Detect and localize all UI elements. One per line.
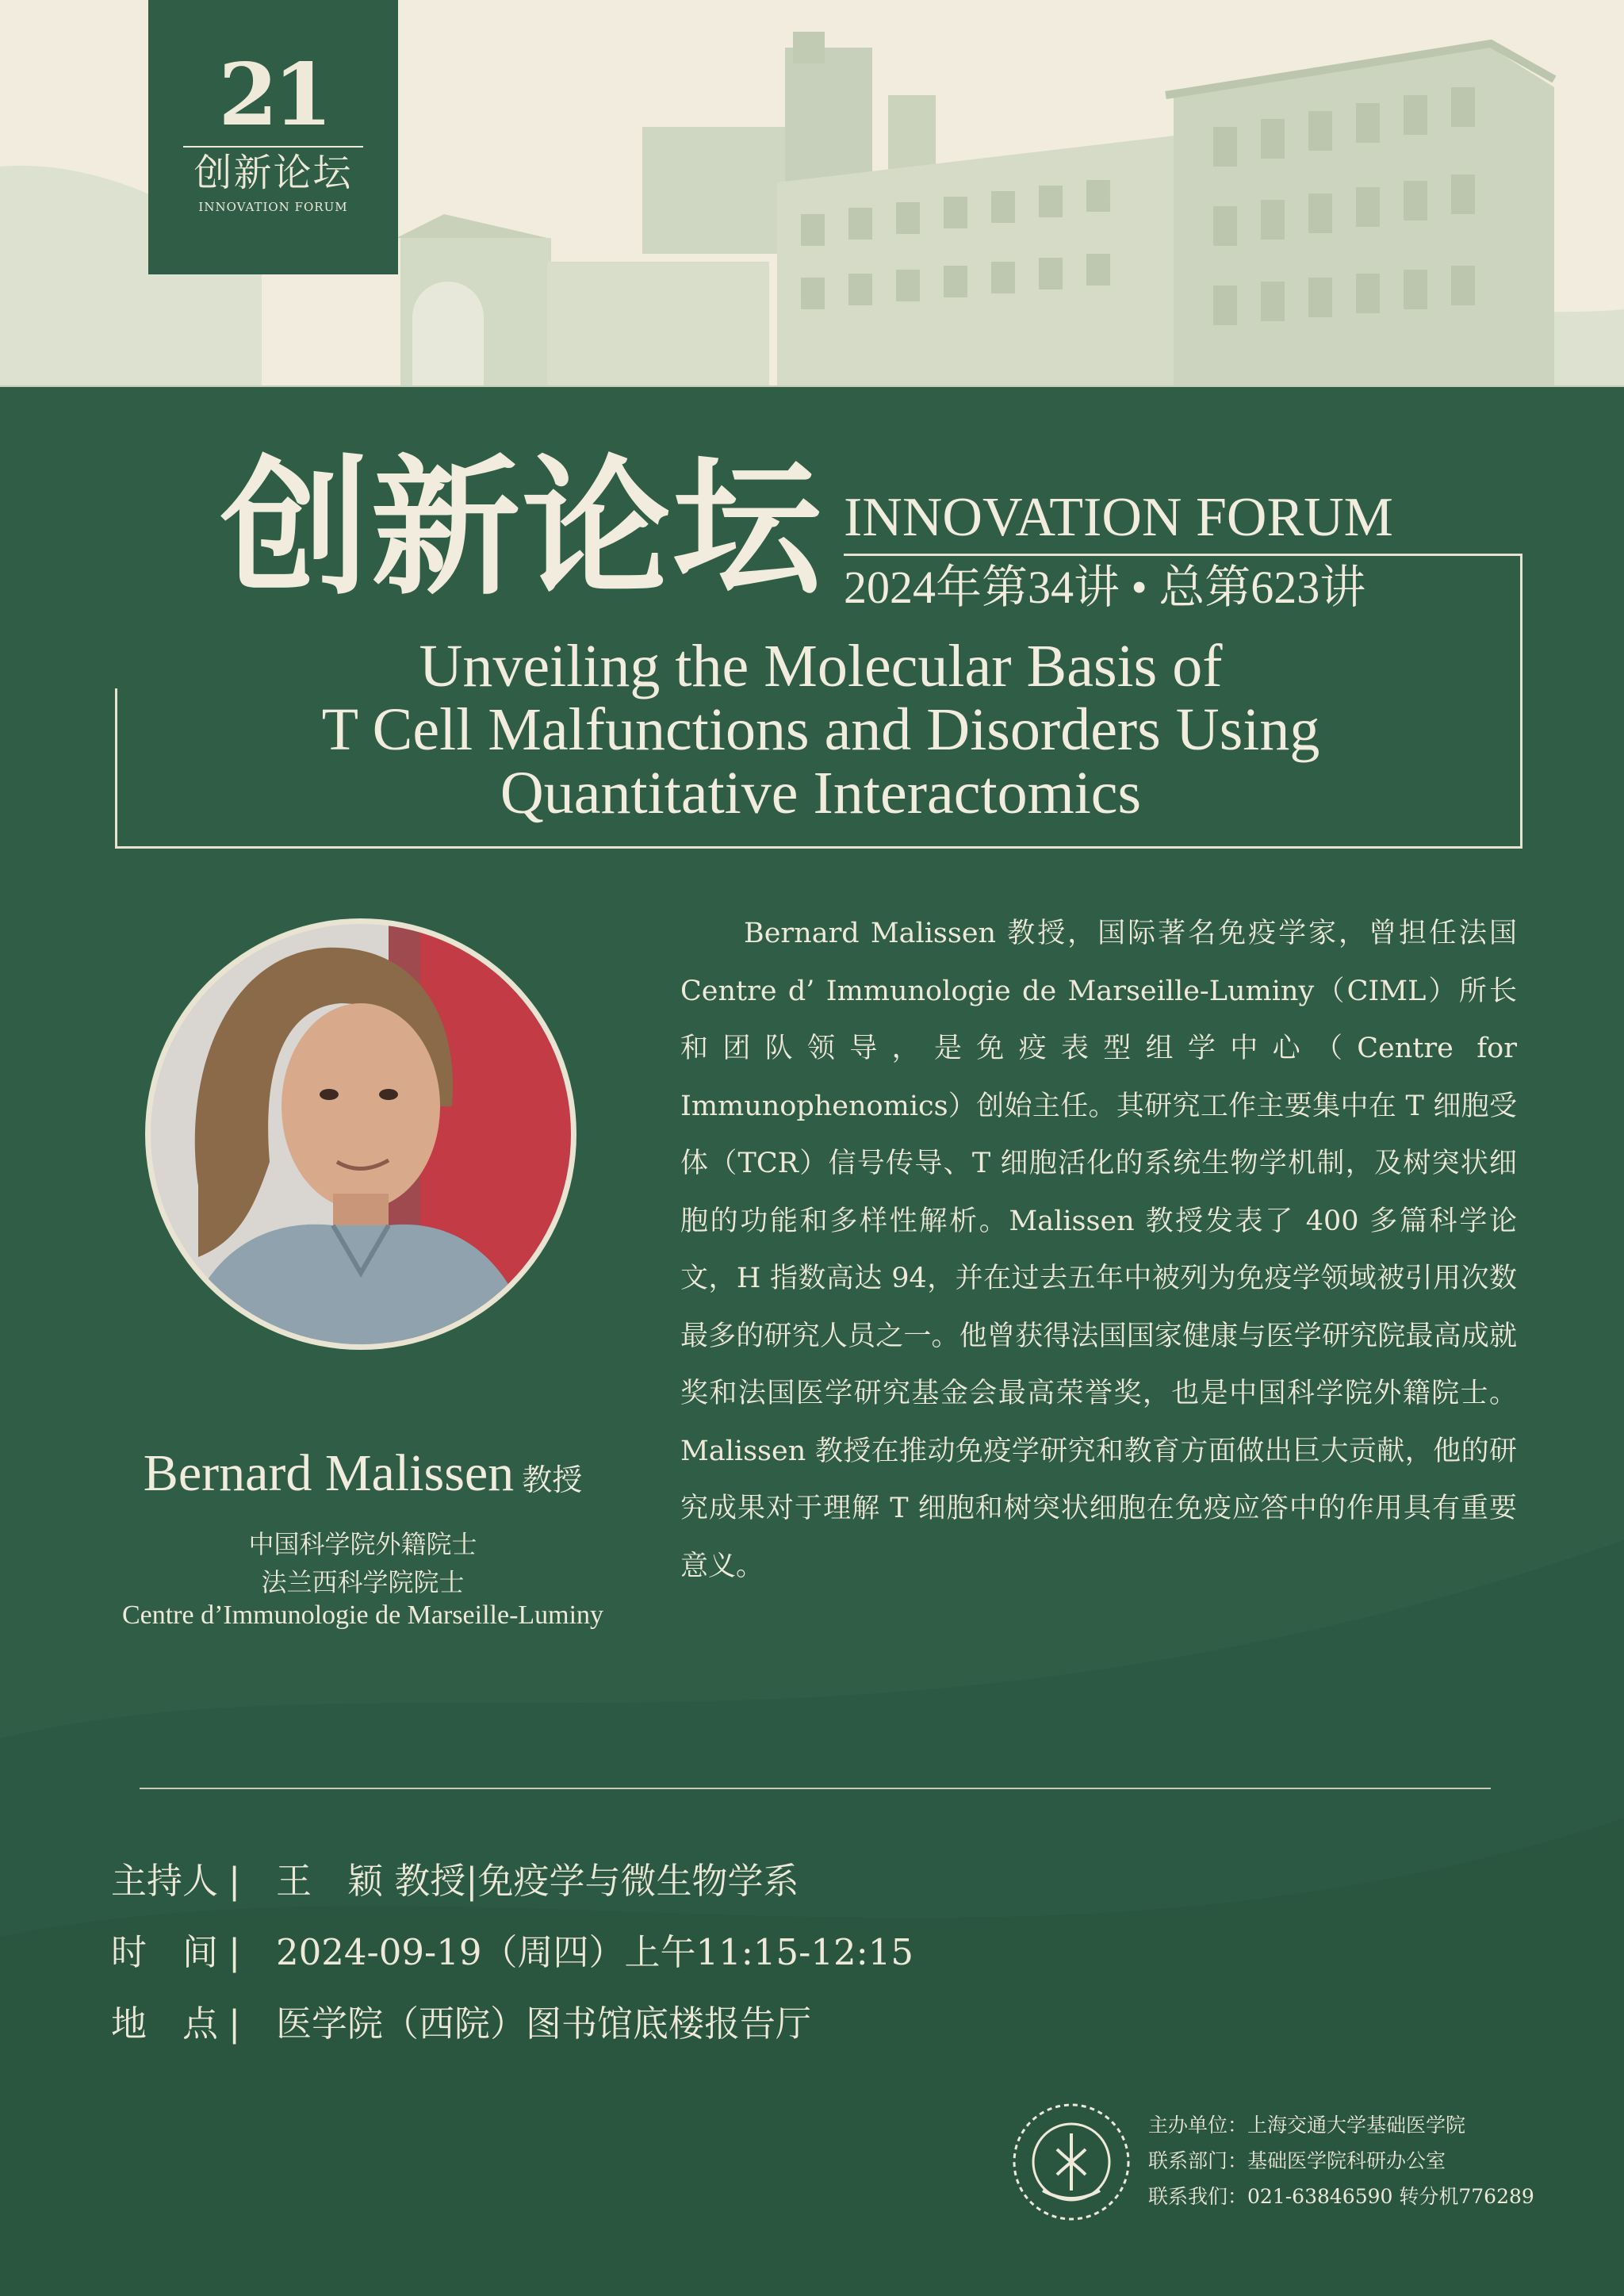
forum-cn-title: 创新论坛 — [220, 440, 823, 615]
info-value: 医学院（西院）图书馆底楼报告厅 — [276, 2003, 812, 2045]
info-label: 地 点 — [111, 2003, 219, 2045]
speaker-photo — [145, 918, 576, 1350]
speaker-affiliation: 法兰西科学院院士 — [261, 1567, 465, 1597]
organizer-host: 主办单位：上海交通大学基础医学院 — [1148, 2114, 1466, 2137]
logo-rule — [183, 146, 363, 148]
info-separator: | — [228, 1931, 241, 1973]
lecture-series-number: 2024年第34讲 • 总第623讲 — [844, 562, 1366, 613]
forum-logo — [148, 0, 398, 274]
logo-number: 21 — [218, 45, 328, 145]
speaker-title: 教授 — [522, 1462, 583, 1497]
info-row-host — [111, 1852, 799, 1903]
title-frame-gap — [115, 554, 117, 688]
speaker-name: Bernard Malissen — [143, 1444, 515, 1502]
info-value: 2024-09-19（周四）上午11:15-12:15 — [276, 1931, 914, 1973]
section-divider — [140, 1788, 1491, 1789]
logo-en-text: INNOVATION FORUM — [198, 200, 348, 214]
organizer-phone: 联系我们：021-63846590 转分机776289 — [1148, 2185, 1534, 2208]
info-row-location — [111, 1995, 811, 2046]
info-value: 王 颖 教授|免疫学与微生物学系 — [276, 1860, 799, 1902]
speaker-biography: Bernard Malissen 教授，国际著名免疫学家，曾担任法国 Centre d’ Immunologie de Marseille-Luminy（CIML）所长和团队领导，是免疫表型组学中心（Centre for Immunophenomics）创始主任。其研究工作主要集中在 T 细胞受体（TCR）信号传导、T 细胞活化的系统生物学机制，及树突状细胞的功能和多样性解析。Malissen 教授发表了 400 多篇科学论文，H 指数高达 94，并在过去五年中被列为免疫学领域被引用次数最多的研究人员之一。他曾获得法国国家健康与医学研究院最高成就奖和法国医学研究基金会最高荣誉奖，也是中国科学院外籍院士。Malissen 教授在推动免疫学研究和教育方面做出巨大贡献，他的研究成果对于理解 T 细胞和树突状细胞在免疫应答中的作用具有重要意义。 — [680, 918, 1517, 1582]
info-separator: | — [228, 2003, 241, 2045]
talk-title-line: Unveiling the Molecular Basis of — [419, 633, 1223, 700]
talk-title — [119, 634, 1522, 825]
info-row-time — [111, 1923, 914, 1975]
speaker-affiliation: 中国科学院外籍院士 — [248, 1529, 477, 1559]
info-label: 主持人 — [111, 1860, 219, 1902]
university-seal-icon — [1011, 2102, 1132, 2222]
banner-edge — [0, 385, 1624, 387]
logo-cn-text: 创新论坛 — [193, 151, 353, 195]
forum-en-title: INNOVATION FORUM — [844, 487, 1393, 548]
title-frame-top — [844, 554, 1522, 556]
talk-title-line: Quantitative Interactomics — [500, 760, 1142, 826]
speaker-affiliation: Centre d’Immunologie de Marseille-Luminy — [121, 1600, 604, 1630]
speaker-name-line — [119, 1443, 607, 1504]
info-label: 时 间 — [111, 1931, 219, 1973]
organizer-dept: 联系部门：基础医学院科研办公室 — [1148, 2149, 1446, 2172]
talk-title-line: T Cell Malfunctions and Disorders Using — [321, 696, 1320, 763]
info-separator: | — [228, 1860, 241, 1902]
